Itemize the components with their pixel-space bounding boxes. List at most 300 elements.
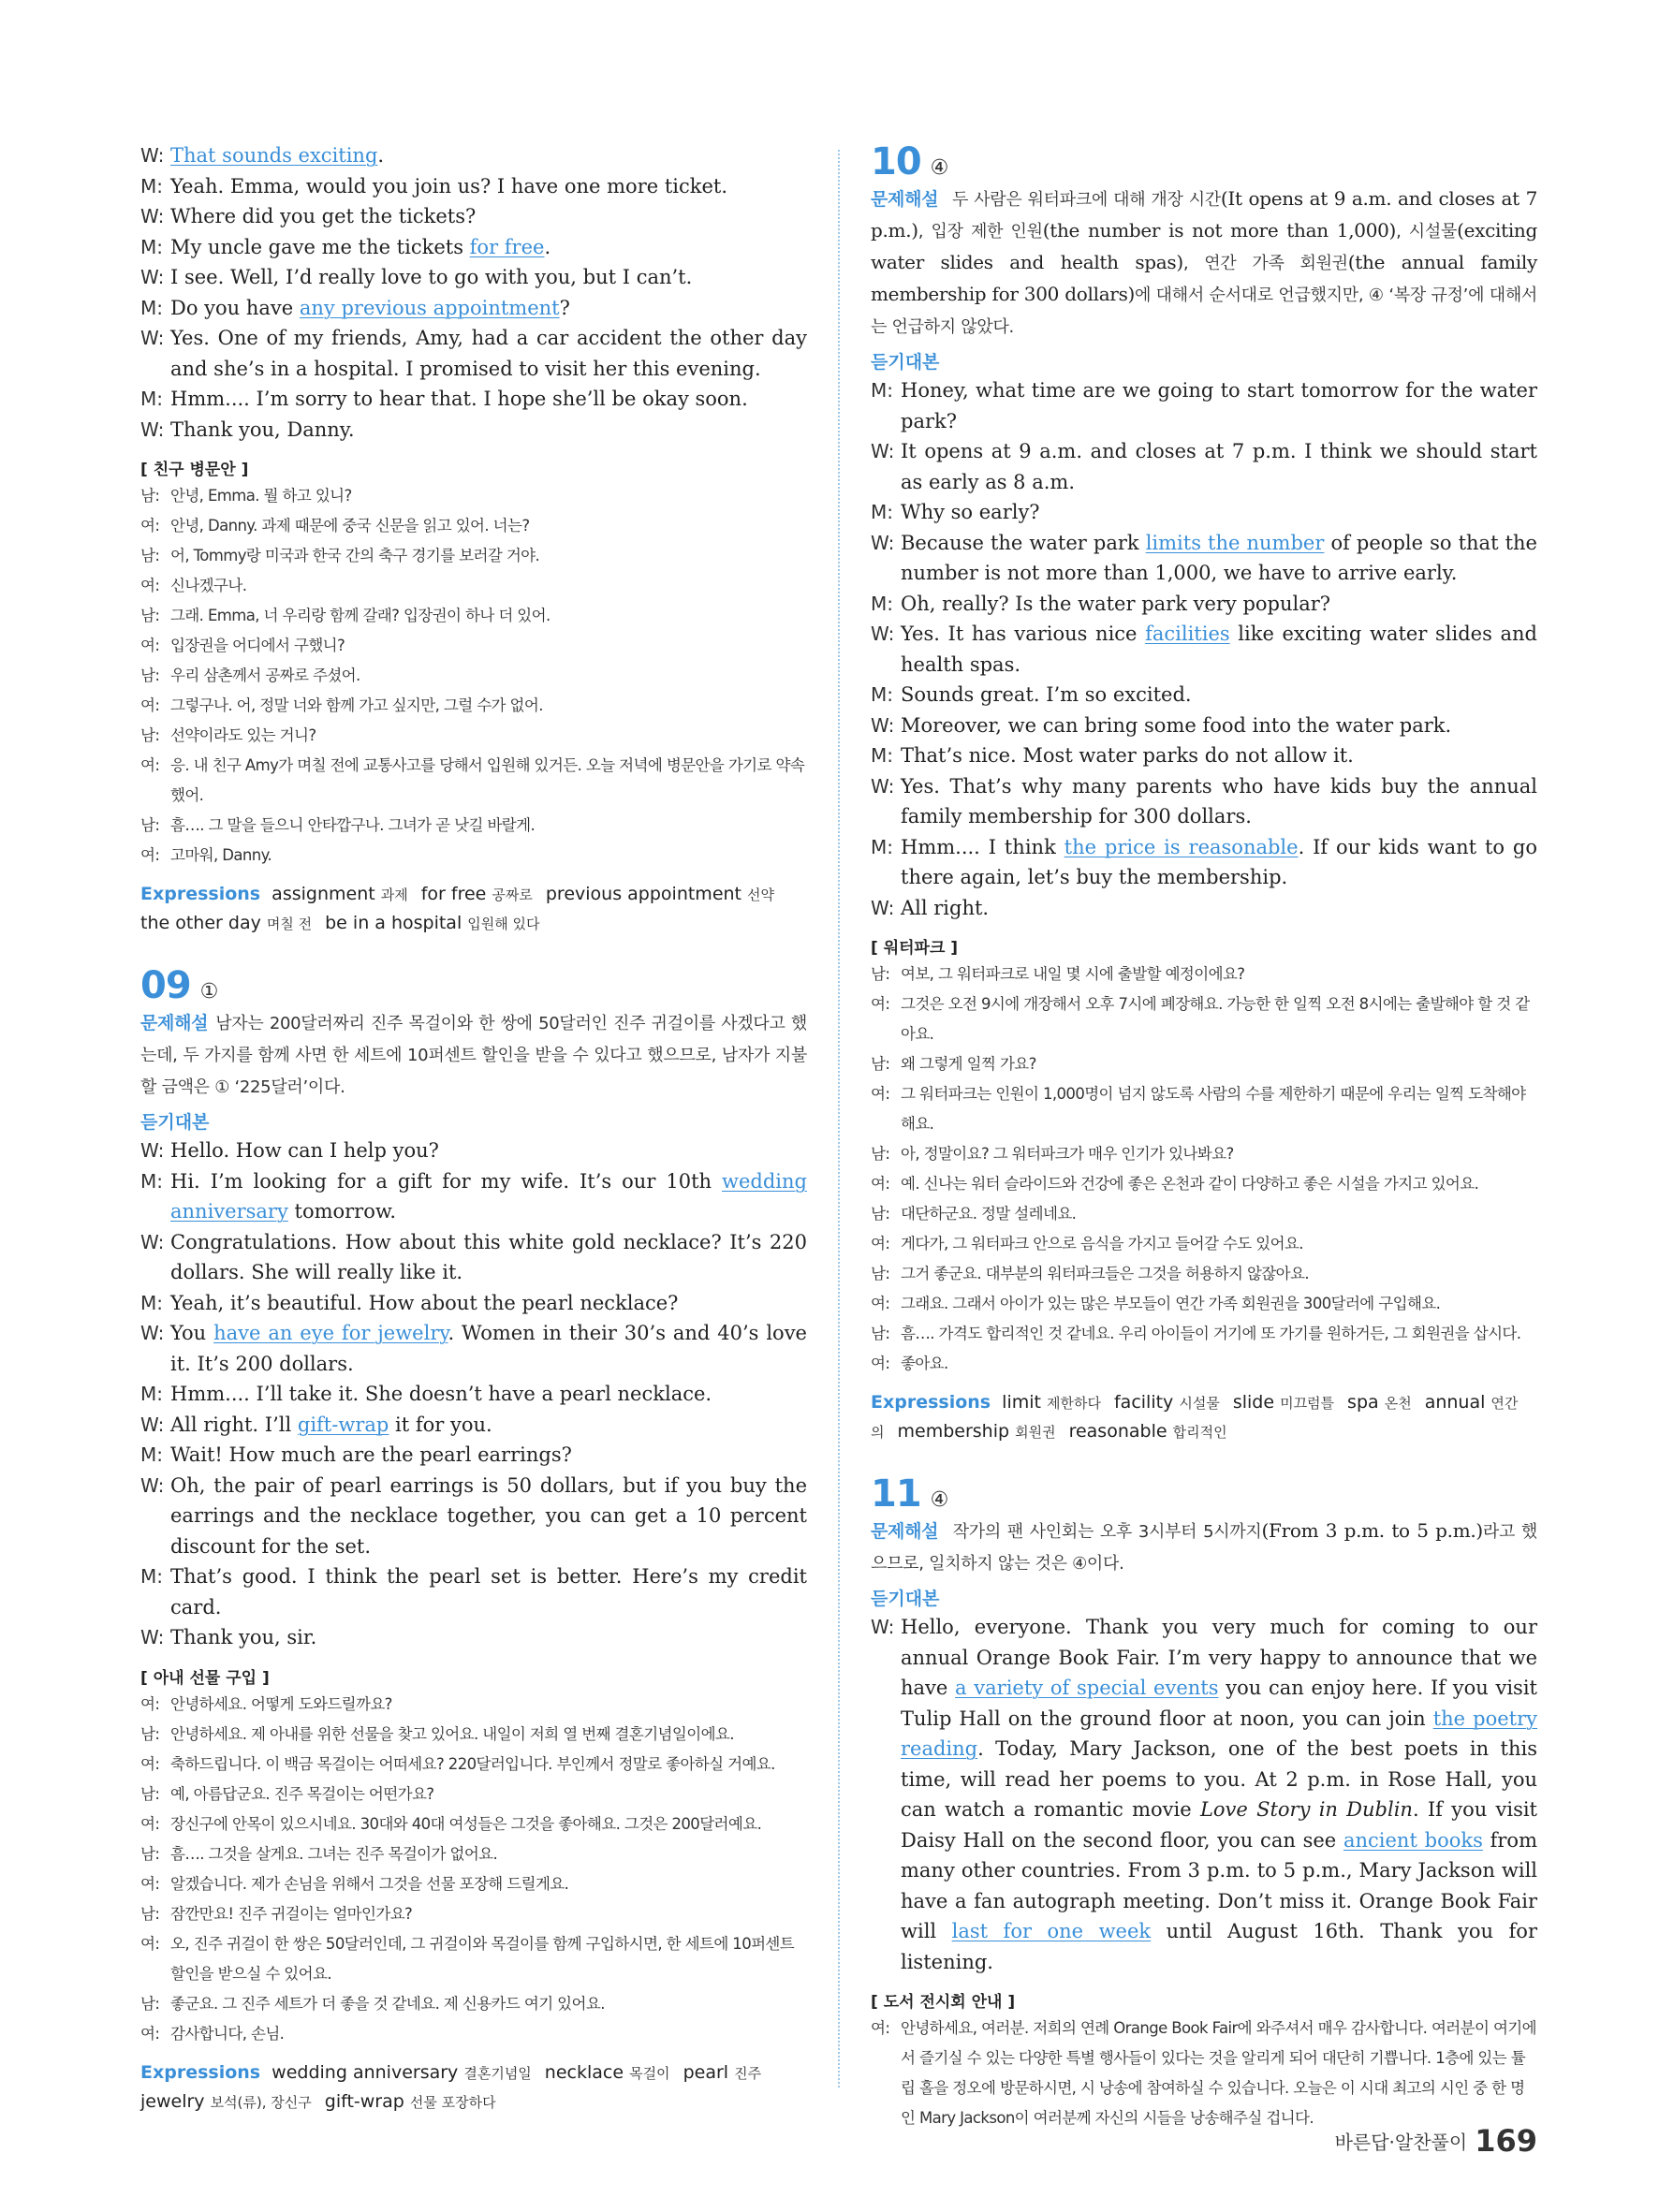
explanation-label: 문제해설: [871, 1521, 939, 1542]
dialog-text: Hmm.... I’m sorry to hear that. I hope she’ll be okay soon.: [170, 388, 748, 410]
dialog-block: [871, 375, 1537, 923]
dialog-text: Hmm.... I think: [901, 835, 1064, 858]
column-divider: [838, 150, 840, 2087]
translation-text: 흠…. 가격도 합리적인 것 같네요. 우리 아이들이 거기에 또 가기를 원하거든, 그 회원권을 삽시다.: [901, 1325, 1521, 1342]
translation-line: [140, 1780, 807, 1809]
translation-line: [140, 811, 807, 841]
expression-term: membership: [897, 1421, 1016, 1442]
dialog-line: [140, 1166, 807, 1227]
translation-line: [140, 1989, 807, 2019]
translation-line: [140, 751, 807, 811]
dialog-text: All right.: [901, 896, 990, 919]
expressions-block: [140, 880, 807, 938]
dialog-text: from many other countries. From 3 p.m. to 5 p.m., Mary Jackson will have a fan autograph meeting. Don’t miss it. Orange Book Fair will: [901, 1828, 1537, 1942]
expression-gloss: 합리적인: [1172, 1424, 1227, 1441]
expression-term: wedding anniversary: [272, 2061, 464, 2083]
dialog-text: Hmm.... I’ll take it. She doesn’t have a pearl necklace.: [170, 1383, 712, 1405]
question-11-header: [871, 1472, 1537, 1516]
dialog-text: I see. Well, I’d really love to go with you, but I can’t.: [170, 266, 693, 288]
dialog-block: [140, 140, 807, 445]
speaker-label: W:: [140, 266, 165, 288]
translation-text: 왜 그렇게 일찍 가요?: [901, 1055, 1036, 1073]
dialog-line: [140, 293, 807, 324]
speaker-label: W:: [871, 896, 895, 919]
dialog-text: All right. I’ll: [170, 1413, 298, 1436]
dialog-line: [140, 1561, 807, 1622]
speaker-label: M:: [140, 1443, 163, 1466]
speaker-label: M:: [871, 501, 893, 523]
expression-gloss: 며칠 전: [266, 916, 313, 932]
expression-term: facility: [1113, 1392, 1180, 1413]
speaker-label: 남:: [871, 1145, 890, 1163]
speaker-label: 여:: [871, 1175, 890, 1193]
expression-term: pearl: [683, 2061, 735, 2083]
speaker-label: W:: [140, 327, 165, 349]
translation-text: 입장권을 어디에서 구했니?: [170, 637, 345, 654]
dialog-text: of people so that the number is not more than 1,000, we have to arrive early.: [901, 531, 1537, 584]
expressions-label: Expressions: [140, 884, 261, 904]
translation-line: [140, 1809, 807, 1839]
expression-gloss: 공짜로: [492, 886, 533, 903]
dialog-text: My uncle gave me the tickets: [170, 235, 470, 258]
speaker-label: M:: [871, 835, 893, 858]
dialog-line: [871, 589, 1537, 620]
speaker-label: 여:: [140, 1874, 160, 1893]
translation-line: [871, 1079, 1537, 1139]
speaker-label: M:: [140, 174, 163, 198]
translation-block: [871, 2014, 1537, 2133]
translation-line: [140, 2019, 807, 2049]
dialog-line: [871, 1612, 1537, 1977]
section-title: [ 워터파크 ]: [871, 939, 959, 958]
dialog-text: Yes. That’s why many parents who have kids buy the annual family membership for 300 dollars.: [901, 774, 1537, 828]
speaker-label: 여:: [140, 517, 160, 535]
speaker-label: 여:: [140, 1754, 160, 1773]
explanation-text: 라고 했으므로, 일치하지 않는 것은 ④이다.: [871, 1522, 1538, 1574]
speaker-label: M:: [140, 1383, 163, 1405]
speaker-label: M:: [140, 296, 163, 319]
speaker-label: M:: [140, 235, 163, 258]
explanation-text: , 입장 제한 인원: [918, 222, 1043, 242]
speaker-label: 남:: [140, 1784, 160, 1803]
explanation-text: (It opens at 9 a.m. and closes at 7 p.m.): [871, 187, 1537, 242]
translation-text: 여보, 그 워터파크로 내일 몇 시에 출발할 예정이에요?: [901, 965, 1245, 983]
dialog-text: Hi. I’m looking for a gift for my wife. It’s our 10th: [170, 1169, 723, 1193]
dialog-text: . If you visit Daisy Hall on the second floor, you can see: [901, 1798, 1537, 1852]
speaker-label: 여:: [140, 1694, 160, 1713]
expression-term: be in a hospital: [325, 913, 468, 933]
explanation-text: 남자는 200달러짜리 진주 목걸이와 한 쌍에 50달러인 진주 귀걸이를 사겠다고 했는데, 두 가지를 함께 사면 한 세트에 10퍼센트 할인을 받을 수 있다고 했으므로, 남자가 지불할 금액은 ① ‘225달러’이다.: [140, 1014, 807, 1097]
translation-text: 그것은 오전 9시에 개장해서 오후 7시에 폐장해요. 가능한 한 일찍 오전 8시에는 출발해야 할 것 같아요.: [901, 995, 1530, 1043]
translation-text: 안녕, Danny. 과제 때문에 중국 신문을 읽고 있어. 너는?: [170, 517, 530, 535]
speaker-label: W:: [140, 1322, 165, 1344]
translation-text: 고마워, Danny.: [170, 846, 272, 864]
dialog-block: [140, 1135, 807, 1653]
speaker-label: 남:: [140, 1994, 160, 2013]
expressions-block: [871, 1388, 1537, 1446]
translation-text: 안녕하세요. 어떻게 도와드릴까요?: [170, 1694, 392, 1713]
explanation-text: (From 3 p.m. to 5 p.m.): [1261, 1519, 1483, 1542]
speaker-label: 남:: [140, 726, 160, 744]
translation-text: 예. 신나는 워터 슬라이드와 건강에 좋은 온천과 같이 다양하고 좋은 시설을 가지고 있어요.: [901, 1175, 1479, 1193]
section-title: [ 도서 전시회 안내 ]: [871, 1993, 1016, 2012]
script-label: 듣기대본: [871, 1589, 940, 1609]
dialog-line: [140, 262, 807, 293]
translation-line: [140, 841, 807, 871]
translation-line: [871, 2014, 1537, 2133]
expression-term: for free: [420, 884, 492, 904]
dialog-text: .: [544, 235, 551, 258]
speaker-label: M:: [140, 1565, 163, 1588]
dialog-text: ?: [559, 296, 570, 319]
dialog-text: Where did you get the tickets?: [170, 205, 477, 227]
key-phrase: last for one week: [951, 1920, 1152, 1942]
explanation-text: , 연간 가족 회원권: [1182, 254, 1348, 273]
speaker-label: 여:: [140, 846, 160, 864]
translation-text: 우리 삼촌께서 공짜로 주셨어.: [170, 667, 360, 684]
translation-line: [140, 541, 807, 571]
expression-gloss: 제한하다: [1047, 1395, 1101, 1412]
speaker-label: W:: [140, 205, 165, 227]
dialog-text: You: [170, 1322, 214, 1344]
speaker-label: 남:: [140, 667, 160, 684]
key-phrase: That sounds exciting: [170, 144, 378, 167]
footer-title: 바른답·알찬풀이: [1334, 2131, 1468, 2154]
dialog-line: [140, 1471, 807, 1562]
translation-line: [871, 1289, 1537, 1319]
speaker-label: 여:: [140, 577, 160, 594]
dialog-line: [871, 710, 1537, 741]
speaker-label: W:: [871, 1616, 895, 1638]
expression-term: gift-wrap: [324, 2090, 410, 2112]
speaker-label: M:: [871, 683, 893, 706]
dialog-text: Honey, what time are we going to start tomorrow for the water park?: [901, 379, 1537, 432]
dialog-line: [871, 375, 1537, 436]
speaker-label: 남:: [871, 1325, 890, 1342]
expression-gloss: 결혼기념일: [463, 2064, 532, 2082]
speaker-label: 남:: [140, 816, 160, 834]
translation-text: 어, Tommy랑 미국과 한국 간의 축구 경기를 보러갈 거야.: [170, 547, 540, 564]
translation-line: [871, 1199, 1537, 1229]
dialog-text: That’s nice. Most water parks do not allow it.: [901, 744, 1354, 767]
translation-text: 그렇구나. 어, 정말 너와 함께 가고 싶지만, 그럴 수가 없어.: [170, 696, 543, 714]
speaker-label: 남:: [871, 965, 890, 983]
translation-text: 좋아요.: [901, 1355, 948, 1372]
speaker-label: W:: [871, 531, 895, 554]
translation-text: 축하드립니다. 이 백금 목걸이는 어떠세요? 220달러입니다. 부인께서 정말로 좋아하실 거예요.: [170, 1754, 775, 1773]
translation-text: 대단하군요. 정말 설레네요.: [901, 1205, 1077, 1223]
dialog-text: tomorrow.: [287, 1200, 397, 1223]
translation-line: [871, 1319, 1537, 1349]
translation-line: [871, 1049, 1537, 1079]
expression-term: necklace: [544, 2061, 630, 2083]
translation-text: 선약이라도 있는 거니?: [170, 726, 316, 744]
speaker-label: 여:: [140, 1814, 160, 1833]
dialog-text: you can enjoy here. If you visit Tulip Hall on the ground floor at noon, you can join: [901, 1677, 1537, 1730]
expression-term: assignment: [272, 884, 381, 904]
explanation: [140, 1007, 807, 1103]
translation-line: [871, 1229, 1537, 1259]
dialog-line: [140, 1440, 807, 1471]
dialog-text: Yeah, it’s beautiful. How about the pearl necklace?: [170, 1291, 679, 1314]
dialog-text: That’s good. I think the pearl set is better. Here’s my credit card.: [170, 1565, 807, 1619]
translation-line: [871, 1169, 1537, 1199]
translation-text: 그래요. 그래서 아이가 있는 많은 부모들이 연간 가족 회원권을 300달러에 구입해요.: [901, 1295, 1441, 1312]
key-phrase: the poetry reading: [901, 1707, 1537, 1760]
dialog-text: . Today, Mary Jackson, one of the best poets in this time, will read her poems to you. At 2 p.m. in Rose Hall, you can watch a romantic movie: [901, 1737, 1537, 1821]
key-phrase: a variety of special events: [955, 1677, 1219, 1699]
dialog-text: Hello, everyone. Thank you very much for coming to our annual Orange Book Fair. I’m very happy to announce that we have: [901, 1616, 1537, 1699]
expression-gloss: 시설물: [1179, 1395, 1220, 1412]
key-phrase: for free: [469, 235, 545, 258]
answer-mark: ④: [930, 156, 949, 180]
speaker-label: 남:: [871, 1205, 890, 1223]
section-title: [ 친구 병문안 ]: [140, 461, 249, 479]
translation-text: 안녕하세요, 여러분. 저희의 연례 Orange Book Fair에 와주셔서 매우 감사합니다. 여러분이 여기에서 즐기실 수 있는 다양한 특별 행사들이 있다는 것을 알리게 되어 대단히 기쁩니다. 1층에 있는 튤립 홀을 정오에 방문하시면, 시 낭송에 참여하실 수 있습니다. 오늘은 이 시대 최고의 시인 중 한 명인 Mary Jackson이 여러분께 자신의 시들을 낭송해주실 겁니다.: [901, 2019, 1536, 2127]
translation-text: 신나겠구나.: [170, 577, 247, 594]
speaker-label: 여:: [140, 696, 160, 714]
translation-text: 게다가, 그 워터파크 안으로 음식을 가지고 들어갈 수도 있어요.: [901, 1235, 1303, 1252]
expressions-block: [140, 2058, 807, 2117]
speaker-label: 여:: [871, 1355, 890, 1372]
translation-line: [140, 631, 807, 661]
dialog-line: [871, 893, 1537, 924]
script-label: 듣기대본: [140, 1112, 210, 1133]
translation-text: 오, 진주 귀걸이 한 쌍은 50달러인데, 그 귀걸이와 목걸이를 함께 구입하시면, 한 세트에 10퍼센트 할인을 받으실 수 있어요.: [170, 1934, 795, 1983]
dialog-text: like exciting water slides and health spas.: [901, 623, 1537, 676]
italic-title: Love Story in Dublin: [1199, 1798, 1413, 1821]
speaker-label: 남:: [140, 1844, 160, 1863]
explanation-text: (exciting water slides and health spas): [871, 219, 1538, 273]
translation-line: [140, 1690, 807, 1720]
translation-text: 잠깐만요! 진주 귀걸이는 얼마인가요?: [170, 1904, 413, 1923]
dialog-text: Why so early?: [901, 501, 1040, 523]
explanation-text: 작가의 팬 사인회는 오후 3시부터 5시까지: [952, 1522, 1262, 1542]
dialog-text: . Women in their 30’s and 40’s love it. It’s 200 dollars.: [170, 1322, 807, 1375]
translation-text: 예, 아름답군요. 진주 목걸이는 어떤가요?: [170, 1784, 434, 1803]
speaker-label: W:: [140, 417, 165, 441]
translation-line: [140, 1929, 807, 1989]
answer-mark: ①: [199, 980, 219, 1003]
dialog-text: Moreover, we can bring some food into the water park.: [901, 713, 1452, 737]
speaker-label: 여:: [140, 637, 160, 654]
translation-line: [140, 571, 807, 601]
expression-gloss: 목걸이: [629, 2064, 670, 2082]
dialog-line: [140, 1379, 807, 1410]
expression-term: reasonable: [1068, 1421, 1173, 1442]
speaker-label: 여:: [871, 1235, 890, 1252]
dialog-line: [140, 415, 807, 446]
dialog-text: Do you have: [170, 296, 300, 319]
question-number: 11: [871, 1472, 921, 1516]
dialog-line: [140, 1288, 807, 1319]
question-number: 09: [140, 964, 191, 1007]
expression-gloss: 미끄럼틀: [1280, 1395, 1335, 1412]
translation-line: [140, 1750, 807, 1780]
translation-text: 흠…. 그 말을 들으니 안타깝구나. 그녀가 곧 낫길 바랄게.: [170, 816, 536, 834]
speaker-label: 여:: [871, 995, 890, 1013]
translation-text: 감사합니다, 손님.: [170, 2024, 285, 2043]
key-phrase: facilities: [1145, 623, 1230, 645]
dialog-line: [140, 232, 807, 263]
expression-gloss: 입원해 있다: [467, 916, 540, 932]
explanation-text: (the annual family membership for 300 dollars): [871, 251, 1537, 305]
expression-gloss: 회원권: [1015, 1424, 1056, 1441]
translation-text: 안녕, Emma. 뭘 하고 있니?: [170, 487, 352, 505]
translation-text: 장신구에 안목이 있으시네요. 30대와 40대 여성들은 그것을 좋아해요. 그것은 200달러예요.: [170, 1814, 762, 1833]
speaker-label: W:: [140, 1230, 165, 1253]
dialog-text: until August 16th. Thank you for listening.: [901, 1920, 1537, 1973]
speaker-label: 여:: [871, 1085, 890, 1103]
expression-term: spa: [1347, 1392, 1385, 1413]
answer-mark: ④: [930, 1488, 949, 1512]
speaker-label: W:: [871, 774, 895, 798]
dialog-line: [140, 201, 807, 232]
dialog-text: It opens at 9 a.m. and closes at 7 p.m. I think we should start as early as 8 a.m.: [901, 440, 1537, 493]
speaker-label: 남:: [871, 1055, 890, 1073]
dialog-line: [140, 1227, 807, 1288]
dialog-line: [871, 436, 1537, 497]
dialog-line: [871, 497, 1537, 528]
translation-block: [140, 1690, 807, 2049]
key-phrase: any previous appointment: [299, 296, 560, 319]
explanation-text: 두 사람은 워터파크에 대해 개장 시간: [951, 190, 1221, 210]
expression-gloss: 선약: [747, 886, 775, 903]
translation-line: [140, 1899, 807, 1929]
translation-text: 안녕하세요. 제 아내를 위한 선물을 찾고 있어요. 내일이 저희 열 번째 결혼기념일이에요.: [170, 1724, 734, 1743]
speaker-label: M:: [871, 744, 893, 767]
translation-text: 응. 내 친구 Amy가 며칠 전에 교통사고를 당해서 입원해 있거든. 오늘 저녁에 병문안을 가기로 약속했어.: [170, 756, 805, 804]
speaker-label: 여:: [140, 2024, 160, 2043]
key-phrase: the price is reasonable: [1064, 835, 1299, 858]
expressions-label: Expressions: [140, 2061, 261, 2083]
dialog-text: Wait! How much are the pearl earrings?: [170, 1443, 572, 1466]
section-title: [ 아내 선물 구입 ]: [140, 1668, 270, 1688]
speaker-label: W:: [140, 1413, 165, 1436]
explanation: [871, 183, 1537, 343]
key-phrase: wedding anniversary: [170, 1169, 807, 1223]
translation-block: [140, 481, 807, 871]
speaker-label: W:: [140, 1139, 165, 1162]
left-column: [140, 140, 807, 2117]
expression-term: the other day: [140, 913, 267, 933]
translation-line: [140, 721, 807, 751]
key-phrase: limits the number: [1145, 531, 1325, 554]
expression-gloss: 연간의: [871, 1395, 1519, 1441]
speaker-label: 남:: [140, 607, 160, 624]
dialog-line: [871, 619, 1537, 680]
expression-gloss: 온천: [1384, 1395, 1412, 1412]
expression-term: limit: [1002, 1392, 1048, 1413]
translation-line: [871, 1139, 1537, 1169]
speaker-label: W:: [871, 440, 895, 462]
translation-line: [871, 960, 1537, 989]
speaker-label: W:: [140, 1626, 165, 1648]
expression-gloss: 선물 포장하다: [409, 2093, 496, 2111]
speaker-label: 여:: [140, 756, 160, 774]
expression-term: previous appointment: [545, 884, 748, 904]
page-number: 169: [1475, 2123, 1537, 2159]
speaker-label: 남:: [140, 547, 160, 564]
expression-term: jewelry: [140, 2090, 211, 2112]
question-10-header: [871, 140, 1537, 183]
speaker-label: W:: [871, 623, 895, 645]
script-label: 듣기대본: [871, 352, 940, 373]
dialog-text: it for you.: [389, 1413, 492, 1436]
explanation-label: 문제해설: [140, 1013, 209, 1033]
dialog-text: Thank you, sir.: [170, 1626, 317, 1648]
translation-text: 아, 정말이요? 그 워터파크가 매우 인기가 있나봐요?: [901, 1145, 1234, 1163]
speaker-label: W:: [140, 1473, 165, 1497]
question-09-header: [140, 964, 807, 1007]
translation-text: 흠…. 그것을 살게요. 그녀는 진주 목걸이가 없어요.: [170, 1844, 498, 1863]
translation-line: [140, 661, 807, 691]
speaker-label: M:: [140, 1291, 163, 1314]
translation-line: [871, 989, 1537, 1049]
dialog-text: .: [377, 144, 385, 167]
dialog-line: [140, 1622, 807, 1653]
dialog-text: Yeah. Emma, would you join us? I have one more ticket.: [170, 174, 728, 198]
speaker-label: 남:: [140, 1724, 160, 1743]
translation-line: [140, 1869, 807, 1899]
key-phrase: ancient books: [1343, 1828, 1483, 1852]
dialog-line: [140, 323, 807, 384]
translation-line: [871, 1259, 1537, 1289]
dialog-line: [871, 680, 1537, 710]
dialog-line: [871, 832, 1537, 893]
speaker-label: 남:: [871, 1265, 890, 1282]
expression-gloss: 과제: [380, 886, 408, 903]
key-phrase: have an eye for jewelry: [213, 1322, 448, 1344]
speaker-label: W:: [871, 713, 895, 737]
translation-text: 알겠습니다. 제가 손님을 위해서 그것을 선물 포장해 드릴게요.: [170, 1874, 569, 1893]
dialog-text: . If our kids want to go there again, let’s buy the membership.: [901, 835, 1538, 888]
speaker-label: 여:: [871, 1295, 890, 1312]
translation-line: [140, 601, 807, 631]
translation-line: [140, 481, 807, 511]
dialog-text: Congratulations. How about this white gold necklace? It’s 220 dollars. She will really like it.: [170, 1230, 807, 1283]
translation-text: 그거 좋군요. 대부분의 워터파크들은 그것을 허용하지 않잖아요.: [901, 1265, 1309, 1282]
expression-term: slide: [1232, 1392, 1281, 1413]
dialog-text: Oh, really? Is the water park very popular?: [901, 592, 1331, 615]
expression-gloss: 진주: [734, 2064, 762, 2082]
speaker-label: 남:: [140, 1904, 160, 1923]
dialog-line: [140, 1135, 807, 1166]
dialog-line: [140, 1318, 807, 1379]
question-number: 10: [871, 140, 921, 183]
translation-block: [871, 960, 1537, 1379]
translation-text: 그 워터파크는 인원이 1,000명이 넘지 않도록 사람의 수를 제한하기 때문에 우리는 일찍 도착해야 해요.: [901, 1085, 1526, 1133]
translation-line: [140, 1839, 807, 1869]
explanation-text: , 시설물: [1396, 222, 1458, 242]
speaker-label: 여:: [871, 2019, 890, 2037]
dialog-line: [871, 528, 1537, 589]
expressions-label: Expressions: [871, 1392, 991, 1413]
page-footer: [1335, 2123, 1537, 2159]
translation-line: [871, 1349, 1537, 1379]
expression-term: annual: [1424, 1392, 1491, 1413]
dialog-text: Yes. One of my friends, Amy, had a car accident the other day and she’s in a hospital. I promised to visit her this evening.: [170, 327, 807, 380]
speaker-label: M:: [871, 592, 893, 615]
dialog-text: Because the water park: [901, 531, 1146, 554]
explanation-label: 문제해설: [871, 189, 939, 210]
dialog-text: Hello. How can I help you?: [170, 1139, 439, 1162]
key-phrase: gift-wrap: [297, 1413, 389, 1436]
speaker-label: 여:: [140, 1934, 160, 1953]
dialog-line: [140, 140, 807, 171]
dialog-text: Sounds great. I’m so excited.: [901, 683, 1192, 706]
dialog-block: [871, 1612, 1537, 1977]
